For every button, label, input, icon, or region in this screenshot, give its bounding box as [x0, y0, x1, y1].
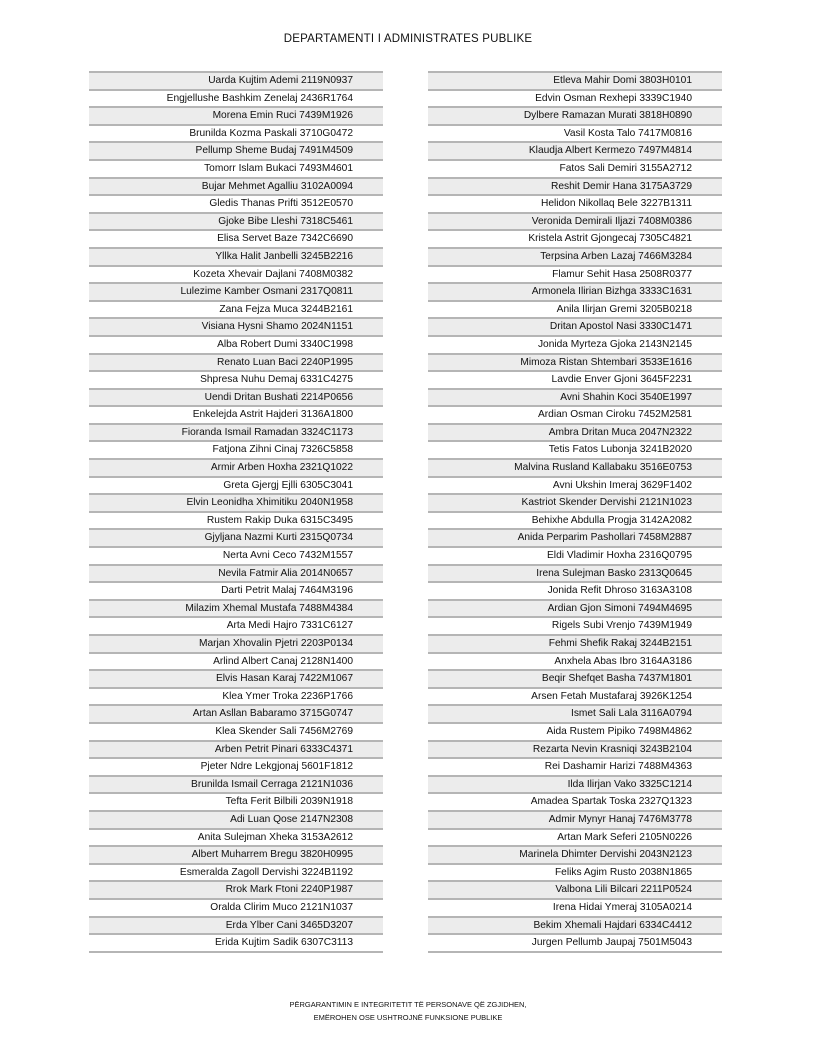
list-item: Greta Gjergj Ejlli 6305C3041 [89, 478, 383, 496]
list-item: Behixhe Abdulla Progja 3142A2082 [428, 513, 722, 531]
list-item: Pjeter Ndre Lekgjonaj 5601F1812 [89, 759, 383, 777]
list-item: Beqir Shefqet Basha 7437M1801 [428, 671, 722, 689]
list-item: Arben Petrit Pinari 6333C4371 [89, 742, 383, 760]
list-item: Klea Skender Sali 7456M2769 [89, 724, 383, 742]
list-item: Kastriot Skender Dervishi 2121N1023 [428, 495, 722, 513]
list-item: Elisa Servet Baze 7342C6690 [89, 231, 383, 249]
list-item: Elvin Leonidha Xhimitiku 2040N1958 [89, 495, 383, 513]
list-item: Ilda Ilirjan Vako 3325C1214 [428, 777, 722, 795]
list-item: Adi Luan Qose 2147N2308 [89, 812, 383, 830]
list-item: Dritan Apostol Nasi 3330C1471 [428, 319, 722, 337]
list-item: Arta Medi Hajro 7331C6127 [89, 618, 383, 636]
list-item: Shpresa Nuhu Demaj 6331C4275 [89, 372, 383, 390]
footer-line-2: EMËROHEN OSE USHTROJNË FUNKSIONE PUBLIKE [313, 1013, 503, 1022]
list-item: Helidon Nikollaq Bele 3227B1311 [428, 196, 722, 214]
list-item: Brunilda Ismail Cerraga 2121N1036 [89, 777, 383, 795]
list-item: Rrok Mark Ftoni 2240P1987 [89, 882, 383, 900]
list-item: Lulezime Kamber Osmani 2317Q0811 [89, 284, 383, 302]
list-item: Gjyljana Nazmi Kurti 2315Q0734 [89, 530, 383, 548]
list-item: Uarda Kujtim Ademi 2119N0937 [89, 73, 383, 91]
list-item: Artan Mark Seferi 2105N0226 [428, 830, 722, 848]
list-item: Renato Luan Baci 2240P1995 [89, 355, 383, 373]
footer-line-1: PËRGARANTIMIN E INTEGRITETIT TË PERSONAVE QË ZGJIDHEN, [289, 1000, 527, 1009]
list-item: Esmeralda Zagoll Dervishi 3224B1192 [89, 865, 383, 883]
list-item: Jonida Refit Dhroso 3163A3108 [428, 583, 722, 601]
list-item: Irena Hidai Ymeraj 3105A0214 [428, 900, 722, 918]
list-item: Anxhela Abas Ibro 3164A3186 [428, 654, 722, 672]
footer [0, 998, 816, 1024]
page-title: DEPARTAMENTI I ADMINISTRATES PUBLIKE [283, 33, 533, 45]
list-item: Arsen Fetah Mustafaraj 3926K1254 [428, 689, 722, 707]
left-name-list [89, 71, 383, 953]
list-item: Artan Asllan Babaramo 3715G0747 [89, 706, 383, 724]
list-item: Elvis Hasan Karaj 7422M1067 [89, 671, 383, 689]
list-item: Feliks Agim Rusto 2038N1865 [428, 865, 722, 883]
list-item: Dylbere Ramazan Murati 3818H0890 [428, 108, 722, 126]
list-item: Nevila Fatmir Alia 2014N0657 [89, 566, 383, 584]
list-item: Rustem Rakip Duka 6315C3495 [89, 513, 383, 531]
list-item: Marinela Dhimter Dervishi 2043N2123 [428, 847, 722, 865]
list-item: Aida Rustem Pipiko 7498M4862 [428, 724, 722, 742]
list-item: Avni Shahin Koci 3540E1997 [428, 390, 722, 408]
list-item: Yllka Halit Janbelli 3245B2216 [89, 249, 383, 267]
list-item: Anida Perparim Pashollari 7458M2887 [428, 530, 722, 548]
list-item: Tefta Ferit Bilbili 2039N1918 [89, 794, 383, 812]
list-item: Bekim Xhemali Hajdari 6334C4412 [428, 918, 722, 936]
list-item: Enkelejda Astrit Hajderi 3136A1800 [89, 407, 383, 425]
list-item: Zana Fejza Muca 3244B2161 [89, 302, 383, 320]
list-item: Erda Ylber Cani 3465D3207 [89, 918, 383, 936]
list-item: Etleva Mahir Domi 3803H0101 [428, 73, 722, 91]
list-item: Alba Robert Dumi 3340C1998 [89, 337, 383, 355]
list-item: Fehmi Shefik Rakaj 3244B2151 [428, 636, 722, 654]
list-item: Arlind Albert Canaj 2128N1400 [89, 654, 383, 672]
list-item: Oralda Clirim Muco 2121N1037 [89, 900, 383, 918]
list-item: Gjoke Bibe Lleshi 7318C5461 [89, 214, 383, 232]
list-item: Irena Sulejman Basko 2313Q0645 [428, 566, 722, 584]
list-item: Ismet Sali Lala 3116A0794 [428, 706, 722, 724]
list-item: Rigels Subi Vrenjo 7439M1949 [428, 618, 722, 636]
list-item: Anita Sulejman Xheka 3153A2612 [89, 830, 383, 848]
list-item: Ambra Dritan Muca 2047N2322 [428, 425, 722, 443]
list-item: Ardian Osman Ciroku 7452M2581 [428, 407, 722, 425]
list-item: Klaudja Albert Kermezo 7497M4814 [428, 143, 722, 161]
list-item: Flamur Sehit Hasa 2508R0377 [428, 267, 722, 285]
list-item: Klea Ymer Troka 2236P1766 [89, 689, 383, 707]
list-item: Darti Petrit Malaj 7464M3196 [89, 583, 383, 601]
list-item: Edvin Osman Rexhepi 3339C1940 [428, 91, 722, 109]
list-item: Admir Mynyr Hanaj 7476M3778 [428, 812, 722, 830]
list-item: Reshit Demir Hana 3175A3729 [428, 179, 722, 197]
list-item: Marjan Xhovalin Pjetri 2203P0134 [89, 636, 383, 654]
list-item: Morena Emin Ruci 7439M1926 [89, 108, 383, 126]
list-item: Brunilda Kozma Paskali 3710G0472 [89, 126, 383, 144]
list-item: Amadea Spartak Toska 2327Q1323 [428, 794, 722, 812]
list-item: Kristela Astrit Gjongecaj 7305C4821 [428, 231, 722, 249]
list-item: Uendi Dritan Bushati 2214P0656 [89, 390, 383, 408]
list-item: Armir Arben Hoxha 2321Q1022 [89, 460, 383, 478]
list-item: Avni Ukshin Imeraj 3629F1402 [428, 478, 722, 496]
list-item: Fatjona Zihni Cinaj 7326C5858 [89, 442, 383, 460]
list-item: Engjellushe Bashkim Zenelaj 2436R1764 [89, 91, 383, 109]
right-name-list [428, 71, 722, 953]
list-item: Tetis Fatos Lubonja 3241B2020 [428, 442, 722, 460]
list-item: Erida Kujtim Sadik 6307C3113 [89, 935, 383, 953]
list-item: Milazim Xhemal Mustafa 7488M4384 [89, 601, 383, 619]
list-item: Armonela Ilirian Bizhga 3333C1631 [428, 284, 722, 302]
list-item: Albert Muharrem Bregu 3820H0995 [89, 847, 383, 865]
list-item: Nerta Avni Ceco 7432M1557 [89, 548, 383, 566]
list-item: Anila Ilirjan Gremi 3205B0218 [428, 302, 722, 320]
list-item: Pellump Sheme Budaj 7491M4509 [89, 143, 383, 161]
list-item: Tomorr Islam Bukaci 7493M4601 [89, 161, 383, 179]
list-item: Eldi Vladimir Hoxha 2316Q0795 [428, 548, 722, 566]
list-item: Malvina Rusland Kallabaku 3516E0753 [428, 460, 722, 478]
list-item: Bujar Mehmet Agalliu 3102A0094 [89, 179, 383, 197]
list-item: Ardian Gjon Simoni 7494M4695 [428, 601, 722, 619]
list-item: Lavdie Enver Gjoni 3645F2231 [428, 372, 722, 390]
list-item: Visiana Hysni Shamo 2024N1151 [89, 319, 383, 337]
list-item: Rezarta Nevin Krasniqi 3243B2104 [428, 742, 722, 760]
list-item: Veronida Demirali Iljazi 7408M0386 [428, 214, 722, 232]
list-item: Rei Dashamir Harizi 7488M4363 [428, 759, 722, 777]
list-item: Kozeta Xhevair Dajlani 7408M0382 [89, 267, 383, 285]
list-item: Valbona Lili Bilcari 2211P0524 [428, 882, 722, 900]
list-item: Terpsina Arben Lazaj 7466M3284 [428, 249, 722, 267]
list-item: Mimoza Ristan Shtembari 3533E1616 [428, 355, 722, 373]
list-item: Jurgen Pellumb Jaupaj 7501M5043 [428, 935, 722, 953]
list-item: Fioranda Ismail Ramadan 3324C1173 [89, 425, 383, 443]
list-item: Fatos Sali Demiri 3155A2712 [428, 161, 722, 179]
list-item: Vasil Kosta Talo 7417M0816 [428, 126, 722, 144]
list-item: Gledis Thanas Prifti 3512E0570 [89, 196, 383, 214]
list-item: Jonida Myrteza Gjoka 2143N2145 [428, 337, 722, 355]
